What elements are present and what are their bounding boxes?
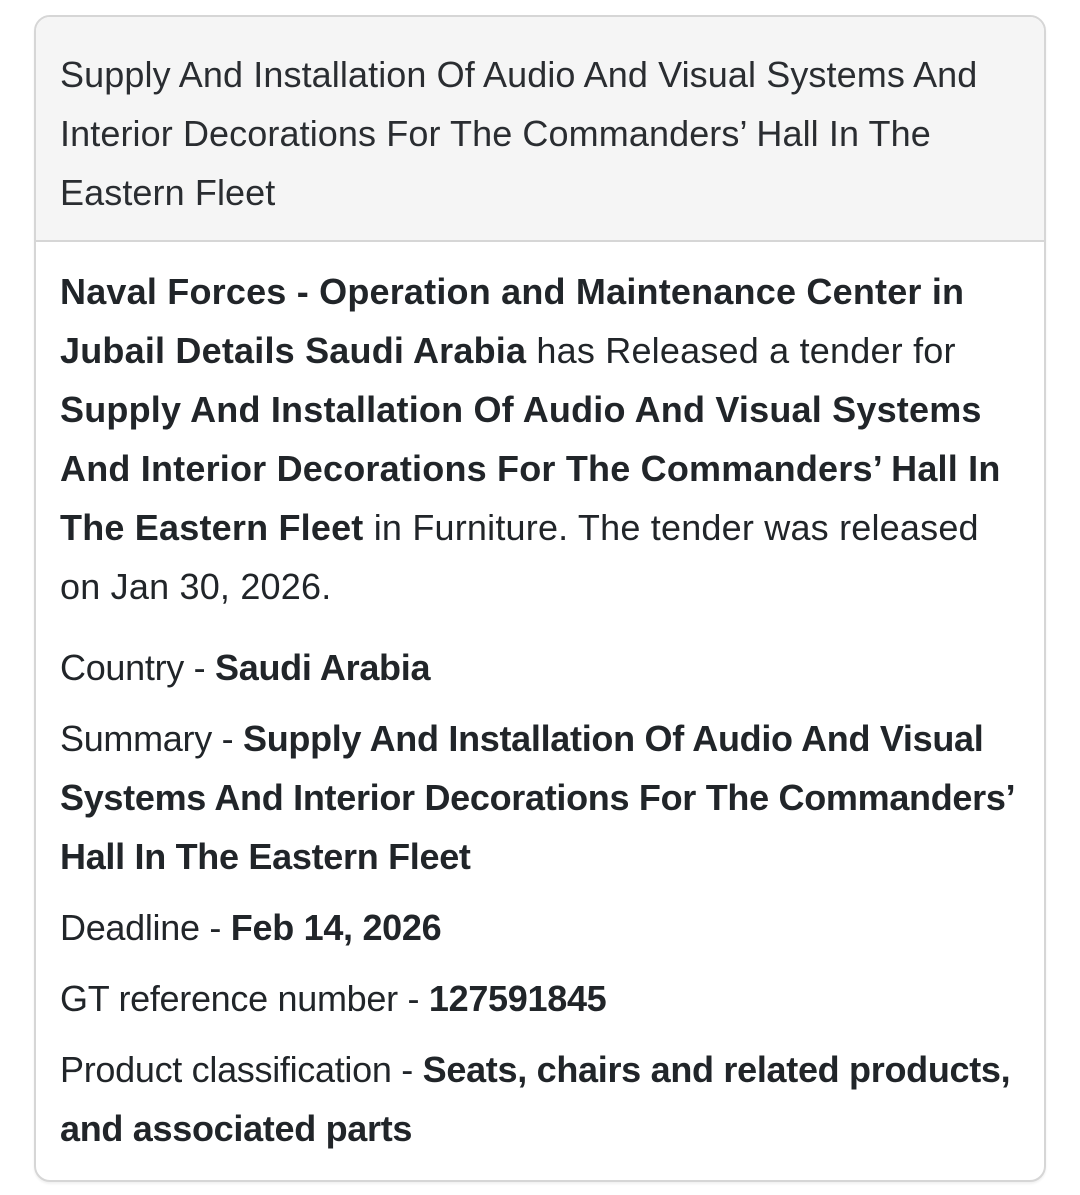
field-label-deadline: Deadline -: [60, 907, 231, 948]
field-label-summary: Summary -: [60, 718, 244, 759]
field-country: [60, 638, 1020, 697]
field-summary: [60, 709, 1020, 886]
description-tender-title: Supply And Installation Of Audio And Visual Systems And Interior Decorations For The Commanders’ Hall In The Eastern Fleet: [60, 389, 1001, 548]
released-phrase: has Released a tender for: [526, 330, 956, 371]
field-label-reference-number: GT reference number -: [60, 978, 429, 1019]
field-product-classification: [60, 1040, 1020, 1158]
field-value-country: Saudi Arabia: [215, 647, 431, 688]
field-value-product-classification: Seats, chairs and related products, and associated parts: [60, 1049, 1011, 1149]
card-body: [36, 242, 1044, 1158]
tender-card: [34, 15, 1046, 1182]
field-label-product-classification: Product classification -: [60, 1049, 423, 1090]
field-label-country: Country -: [60, 647, 216, 688]
organization-name: Naval Forces - Operation and Maintenance Center in Jubail Details Saudi Arabia: [60, 271, 965, 371]
tender-title: Supply And Installation Of Audio And Visual Systems And Interior Decorations For The Commanders’ Hall In The Eastern Fleet: [60, 54, 978, 213]
card-header: [36, 17, 1044, 242]
field-value-deadline: Feb 14, 2026: [230, 907, 442, 948]
field-reference-number: [60, 969, 1020, 1028]
category-phrase: in Furniture. The tender was released on Jan 30, 2026.: [60, 507, 979, 607]
field-value-reference-number: 127591845: [428, 978, 607, 1019]
tender-description: [60, 262, 1020, 616]
field-deadline: [60, 898, 1020, 957]
field-value-summary: Supply And Installation Of Audio And Visual Systems And Interior Decorations For The Commanders’ Hall In The Eastern Fleet: [60, 718, 1014, 877]
